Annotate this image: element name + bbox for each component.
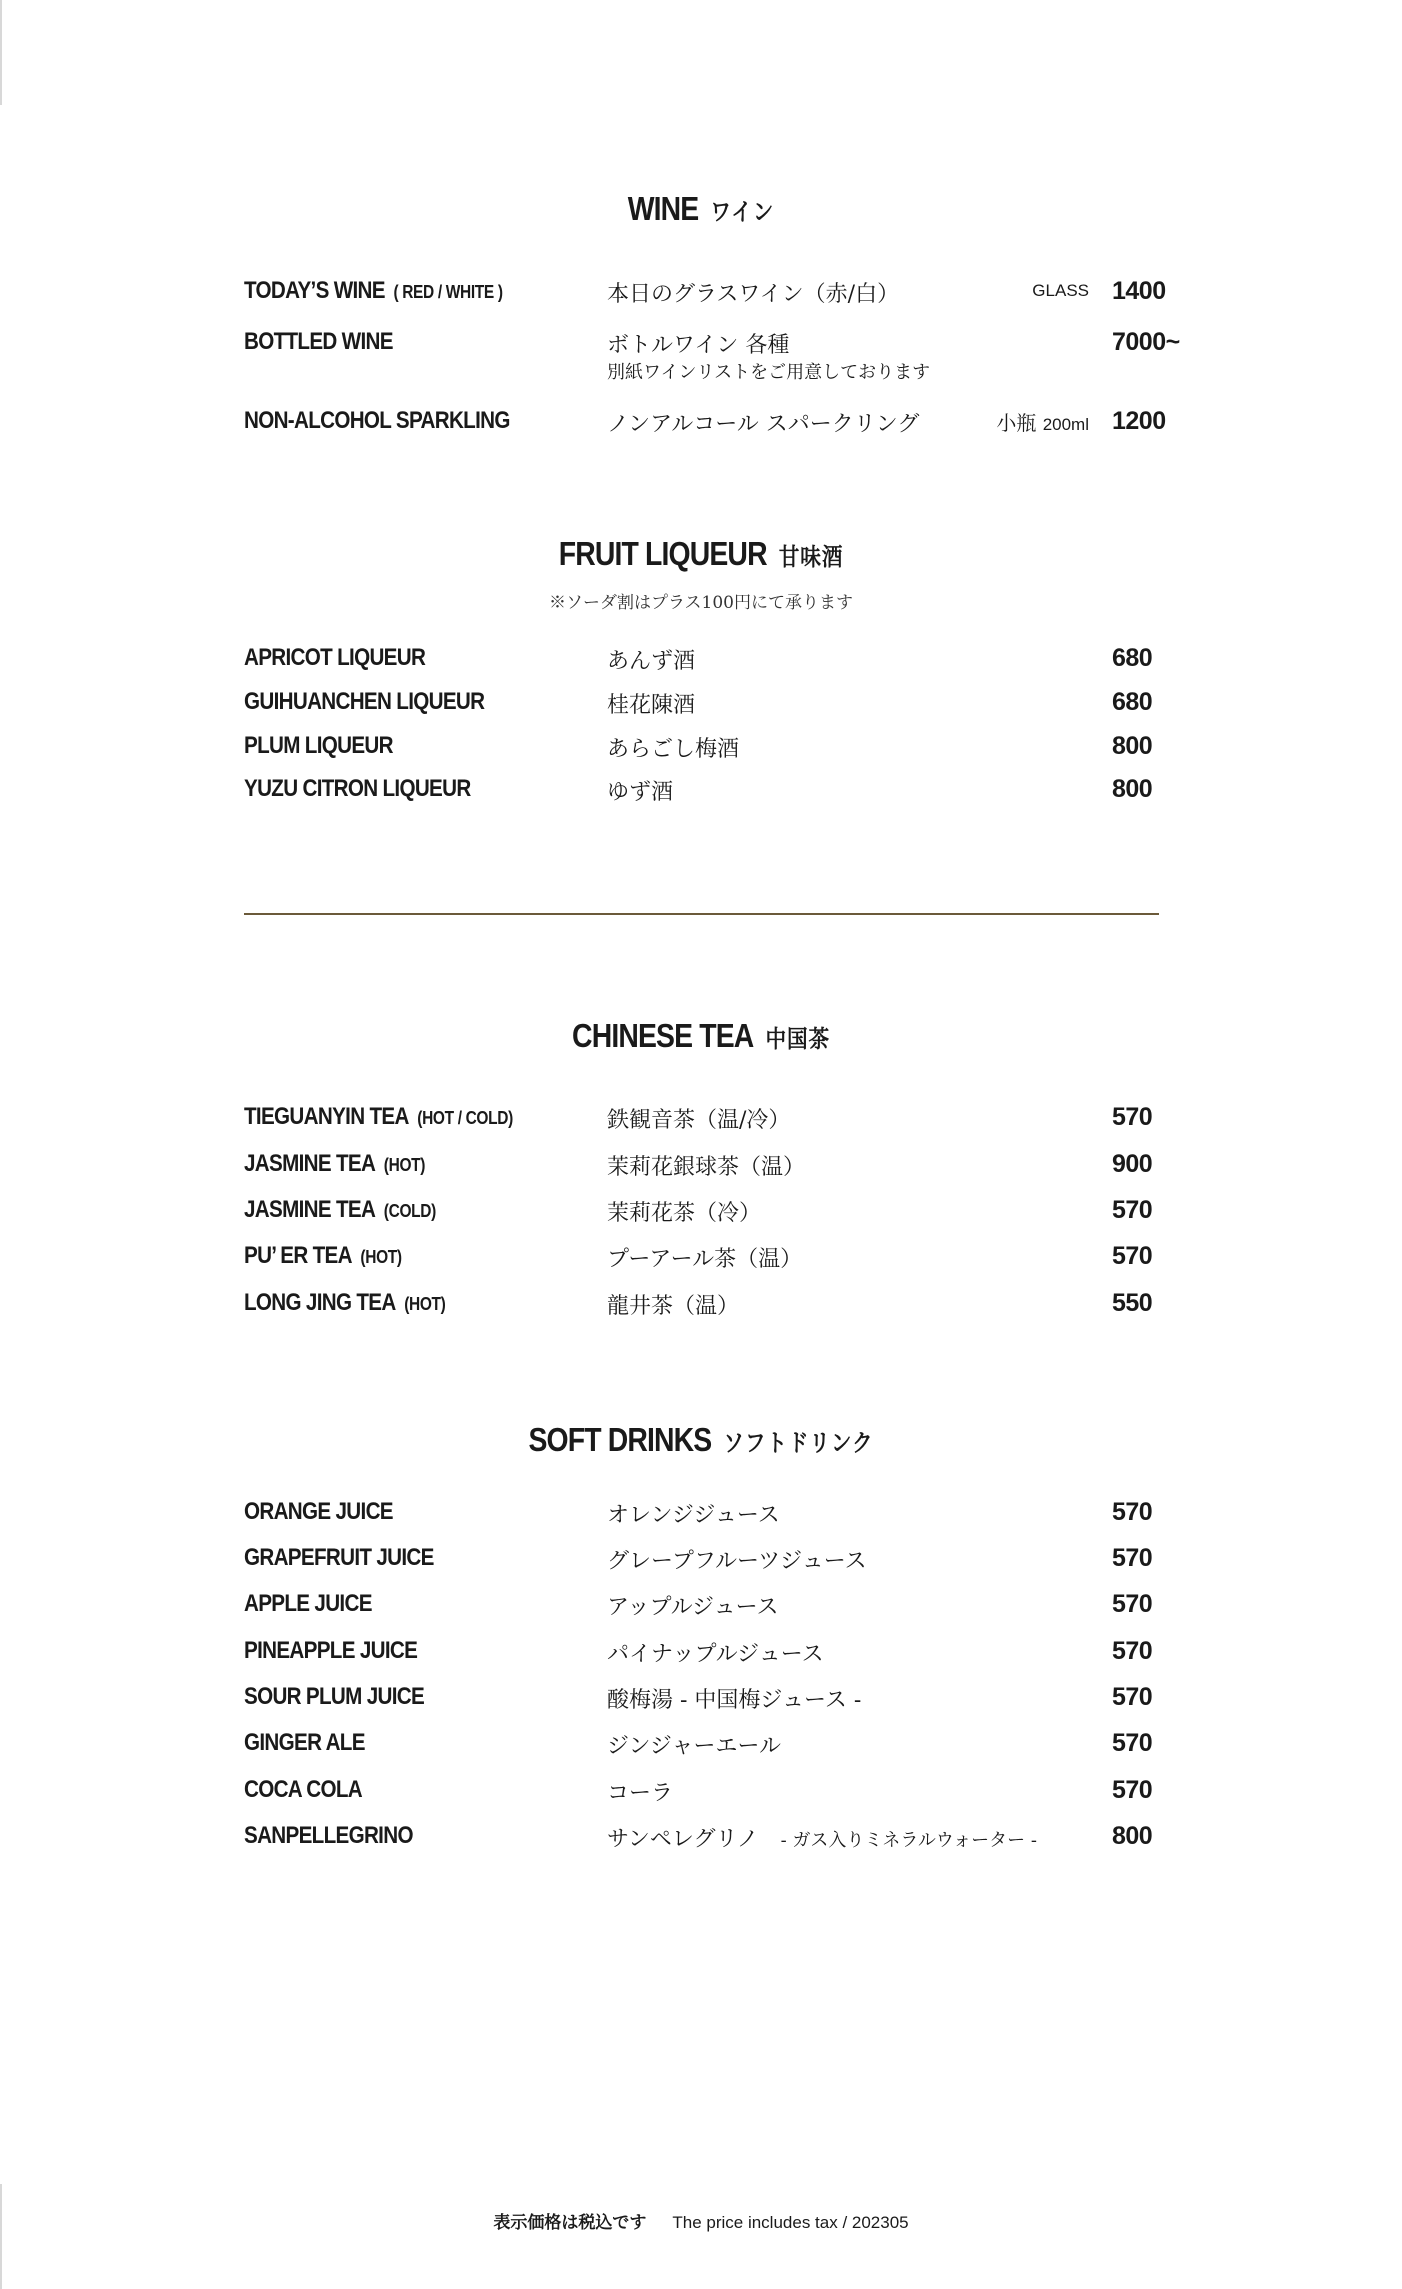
item-price: 570 — [1112, 1498, 1153, 1526]
item-name-en: COCA COLA — [244, 1776, 363, 1803]
item-price: 7000~ — [1112, 328, 1180, 356]
menu-item — [0, 1289, 1402, 1329]
item-name-ja: サンペレグリノ - ガス入りミネラルウォーター - — [607, 1827, 1037, 1852]
item-name-ja: ノンアルコール スパークリング — [607, 412, 920, 437]
menu-item — [0, 1637, 1402, 1677]
section-title-en: WINE — [627, 190, 699, 227]
menu-item — [0, 1242, 1402, 1282]
menu-item — [0, 1683, 1402, 1723]
item-price: 570 — [1112, 1103, 1153, 1131]
menu-item — [0, 1544, 1402, 1584]
item-unit: GLASS — [1032, 281, 1089, 300]
item-name-ja: 酸梅湯 - 中国梅ジュース - — [607, 1688, 862, 1713]
item-price: 550 — [1112, 1289, 1153, 1317]
item-name-en: PINEAPPLE JUICE — [244, 1637, 418, 1664]
item-name-en: JASMINE TEA (HOT) — [244, 1150, 426, 1177]
item-name-ja: ボトルワイン 各種 — [607, 333, 790, 358]
item-name-en: LONG JING TEA (HOT) — [244, 1289, 446, 1316]
item-name-en: BOTTLED WINE — [244, 328, 393, 355]
menu-item — [0, 688, 1402, 728]
item-name-en: GUIHUANCHEN LIQUEUR — [244, 688, 485, 715]
section-title-wine — [98, 190, 1304, 228]
item-name-sub: (COLD) — [383, 1201, 436, 1221]
item-price: 570 — [1112, 1729, 1153, 1757]
section-title-en: SOFT DRINKS — [528, 1421, 712, 1458]
item-price: 570 — [1112, 1196, 1153, 1224]
item-price: 800 — [1112, 1822, 1153, 1850]
section-title-ja: ソフトドリンク — [723, 1429, 874, 1457]
item-name-en: APRICOT LIQUEUR — [244, 644, 426, 671]
item-name-en: SANPELLEGRINO — [244, 1822, 413, 1849]
item-name-en: SOUR PLUM JUICE — [244, 1683, 425, 1710]
footer-note-en: The price includes tax / 202305 — [672, 2213, 909, 2232]
item-note-ja: - ガス入りミネラルウォーター - — [780, 1830, 1037, 1851]
menu-item — [0, 1196, 1402, 1236]
item-name-ja: グレープフルーツジュース — [607, 1549, 867, 1574]
corner-mark-bottom — [0, 2184, 2, 2289]
menu-item — [0, 1103, 1402, 1143]
item-name-ja: あらごし梅酒 — [607, 737, 740, 762]
item-name-en: ORANGE JUICE — [244, 1498, 393, 1525]
item-note-ja: 別紙ワインリストをご用意しております — [607, 362, 931, 383]
item-name-ja: 龍井茶（温） — [607, 1294, 740, 1319]
item-name-ja: 桂花陳酒 — [607, 693, 696, 718]
footer-note-ja: 表示価格は税込です — [493, 2213, 647, 2233]
item-price: 1200 — [1112, 407, 1166, 435]
item-name-ja: アップルジュース — [607, 1595, 779, 1620]
item-price: 800 — [1112, 775, 1153, 803]
section-title-soft-drinks — [98, 1421, 1304, 1459]
item-price: 570 — [1112, 1242, 1153, 1270]
section-title-en: FRUIT LIQUEUR — [558, 535, 767, 572]
item-name-ja: ゆず酒 — [607, 780, 674, 805]
footer-note — [0, 2208, 1402, 2233]
item-name-en: NON-ALCOHOL SPARKLING — [244, 407, 510, 434]
menu-item — [0, 1590, 1402, 1630]
item-name-ja: コーラ — [607, 1781, 674, 1806]
item-unit: 小瓶 200ml — [996, 411, 1089, 435]
section-title-ja: 中国茶 — [765, 1025, 830, 1053]
item-name-en: APPLE JUICE — [244, 1590, 372, 1617]
menu-item — [0, 407, 1402, 447]
menu-item — [0, 732, 1402, 772]
item-price: 800 — [1112, 732, 1153, 760]
section-divider — [244, 913, 1159, 915]
item-name-en: TODAY’S WINE ( RED / WHITE ) — [244, 277, 503, 304]
item-price: 900 — [1112, 1150, 1153, 1178]
item-name-sub: (HOT) — [383, 1155, 426, 1175]
item-name-en: GRAPEFRUIT JUICE — [244, 1544, 434, 1571]
section-note: ※ソーダ割はプラス100円にて承ります — [549, 593, 853, 613]
menu-item — [0, 1150, 1402, 1190]
menu-item — [0, 1498, 1402, 1538]
menu-item — [0, 1776, 1402, 1816]
item-price: 1400 — [1112, 277, 1166, 305]
item-name-ja: あんず酒 — [607, 649, 696, 674]
menu-item — [0, 775, 1402, 815]
item-name-sub: ( RED / WHITE ) — [393, 282, 503, 302]
section-title-ja: ワイン — [710, 198, 775, 226]
item-name-sub: (HOT) — [404, 1294, 446, 1314]
corner-mark-top — [0, 0, 2, 105]
menu-item — [0, 328, 1402, 388]
item-price: 570 — [1112, 1590, 1153, 1618]
item-name-ja: オレンジジュース — [607, 1503, 780, 1528]
item-name-ja: 茉莉花銀球茶（温） — [607, 1155, 806, 1180]
item-name-ja: 鉄観音茶（温/冷） — [607, 1108, 791, 1133]
item-name-ja: ジンジャーエール — [607, 1734, 782, 1759]
item-price: 570 — [1112, 1637, 1153, 1665]
item-name-en: TIEGUANYIN TEA (HOT / COLD) — [244, 1103, 513, 1130]
item-name-sub: (HOT) — [360, 1247, 402, 1267]
item-name-en: YUZU CITRON LIQUEUR — [244, 775, 471, 802]
section-title-tea — [98, 1017, 1304, 1055]
item-name-en: GINGER ALE — [244, 1729, 365, 1756]
item-name-en: PU’ ER TEA (HOT) — [244, 1242, 402, 1269]
item-price: 570 — [1112, 1544, 1153, 1572]
menu-item — [0, 1729, 1402, 1769]
menu-item — [0, 1822, 1402, 1862]
menu-item — [0, 644, 1402, 684]
item-name-ja: 本日のグラスワイン（赤/白） — [607, 282, 900, 307]
item-price: 680 — [1112, 644, 1153, 672]
item-name-ja: プーアール茶（温） — [607, 1247, 803, 1272]
item-price: 570 — [1112, 1776, 1153, 1804]
section-title-en: CHINESE TEA — [572, 1017, 754, 1054]
menu-item — [0, 277, 1402, 317]
section-title-liqueur — [98, 535, 1304, 573]
item-name-en: JASMINE TEA (COLD) — [244, 1196, 436, 1223]
item-name-sub: (HOT / COLD) — [417, 1108, 513, 1128]
item-price: 570 — [1112, 1683, 1153, 1711]
section-title-ja: 甘味酒 — [778, 543, 844, 571]
item-name-ja: 茉莉花茶（冷） — [607, 1201, 762, 1226]
item-price: 680 — [1112, 688, 1153, 716]
item-name-ja: パイナップルジュース — [607, 1642, 824, 1667]
item-name-en: PLUM LIQUEUR — [244, 732, 393, 759]
